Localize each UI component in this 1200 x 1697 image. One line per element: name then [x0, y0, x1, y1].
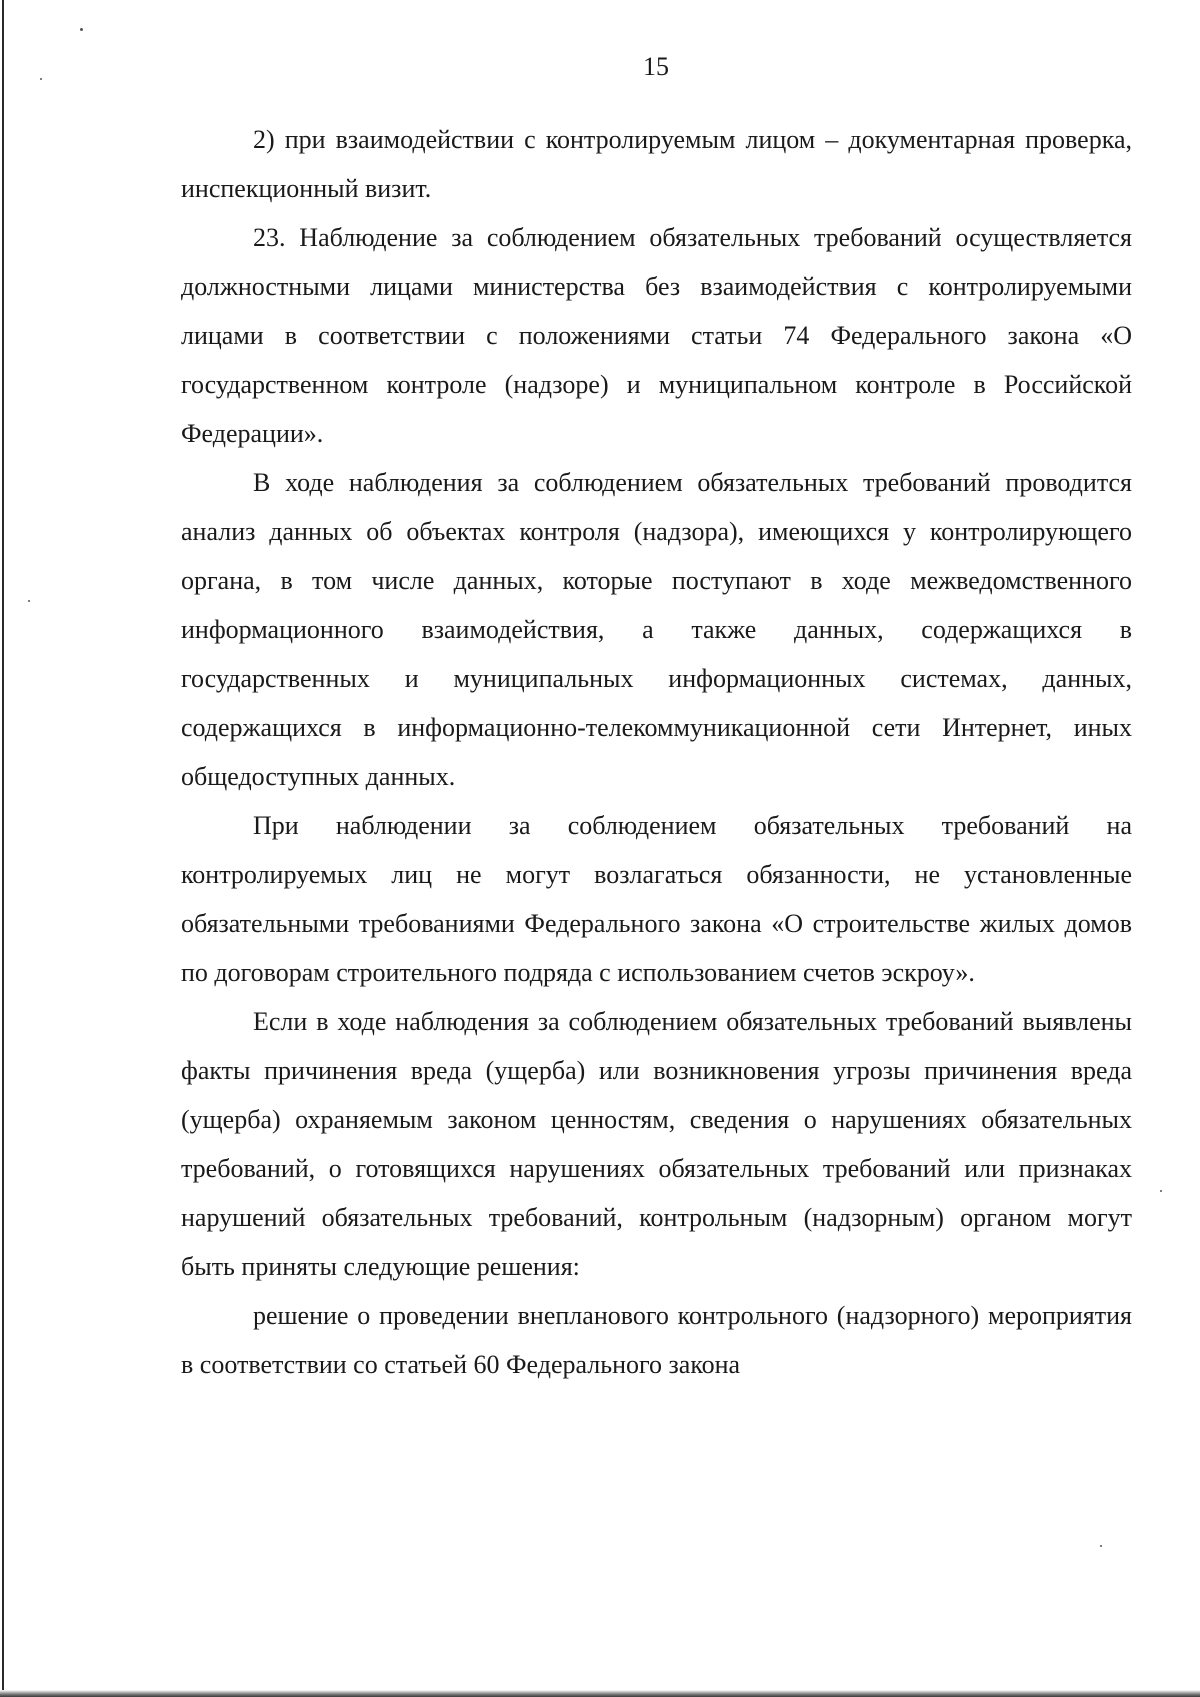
paragraph-data-analysis: В ходе наблюдения за соблюдением обязательных требований проводится анализ данных об объектах контроля (надзора), имеющихся у контролирующего органа, в том числе данных, которые поступают в ходе межведомственного информационного взаимодействия, а также данных, содержащихся в государственных и муниципальных информационных системах, данных, содержащихся в информационно-телекоммуникационной сети Интернет, иных общедоступных данных.: [181, 468, 1132, 791]
page-number: 15: [643, 52, 669, 81]
scan-speck: [1100, 1545, 1102, 1547]
scan-bottom-edge: [0, 1690, 1200, 1697]
paragraph-inspection-types: 2) при взаимодействии с контролируемым лицом – документарная проверка, инспекционный визит.: [181, 125, 1132, 203]
scan-speck: [1160, 1190, 1162, 1192]
paragraph-decision: решение о проведении внепланового контрольного (надзорного) мероприятия в соответствии со статьей 60 Федерального закона: [181, 1301, 1132, 1379]
scan-left-edge: [2, 0, 4, 1697]
paragraph-item-23: 23. Наблюдение за соблюдением обязательных требований осуществляется должностными лицами министерства без взаимодействия с контролируемыми лицами в соответствии с положениями статьи 74 Федерального закона «О государственном контроле (надзоре) и муниципальном контроле в Российской Федерации».: [181, 223, 1132, 448]
paragraph-obligations: При наблюдении за соблюдением обязательных требований на контролируемых лиц не могут возлагаться обязанности, не установленные обязательными требованиями Федерального закона «О строительстве жилых домов по договорам строительного подряда с использованием счетов эскроу».: [181, 811, 1132, 987]
scan-speck: [28, 600, 30, 602]
document-body: [181, 115, 1132, 1389]
scan-speck: [80, 28, 83, 31]
paragraph-violations: Если в ходе наблюдения за соблюдением обязательных требований выявлены факты причинения вреда (ущерба) или возникновения угрозы причинения вреда (ущерба) охраняемым законом ценностям, сведения о нарушениях обязательных требований, о готовящихся нарушениях обязательных требований или признаках нарушений обязательных требований, контрольным (надзорным) органом могут быть приняты следующие решения:: [181, 1007, 1132, 1281]
